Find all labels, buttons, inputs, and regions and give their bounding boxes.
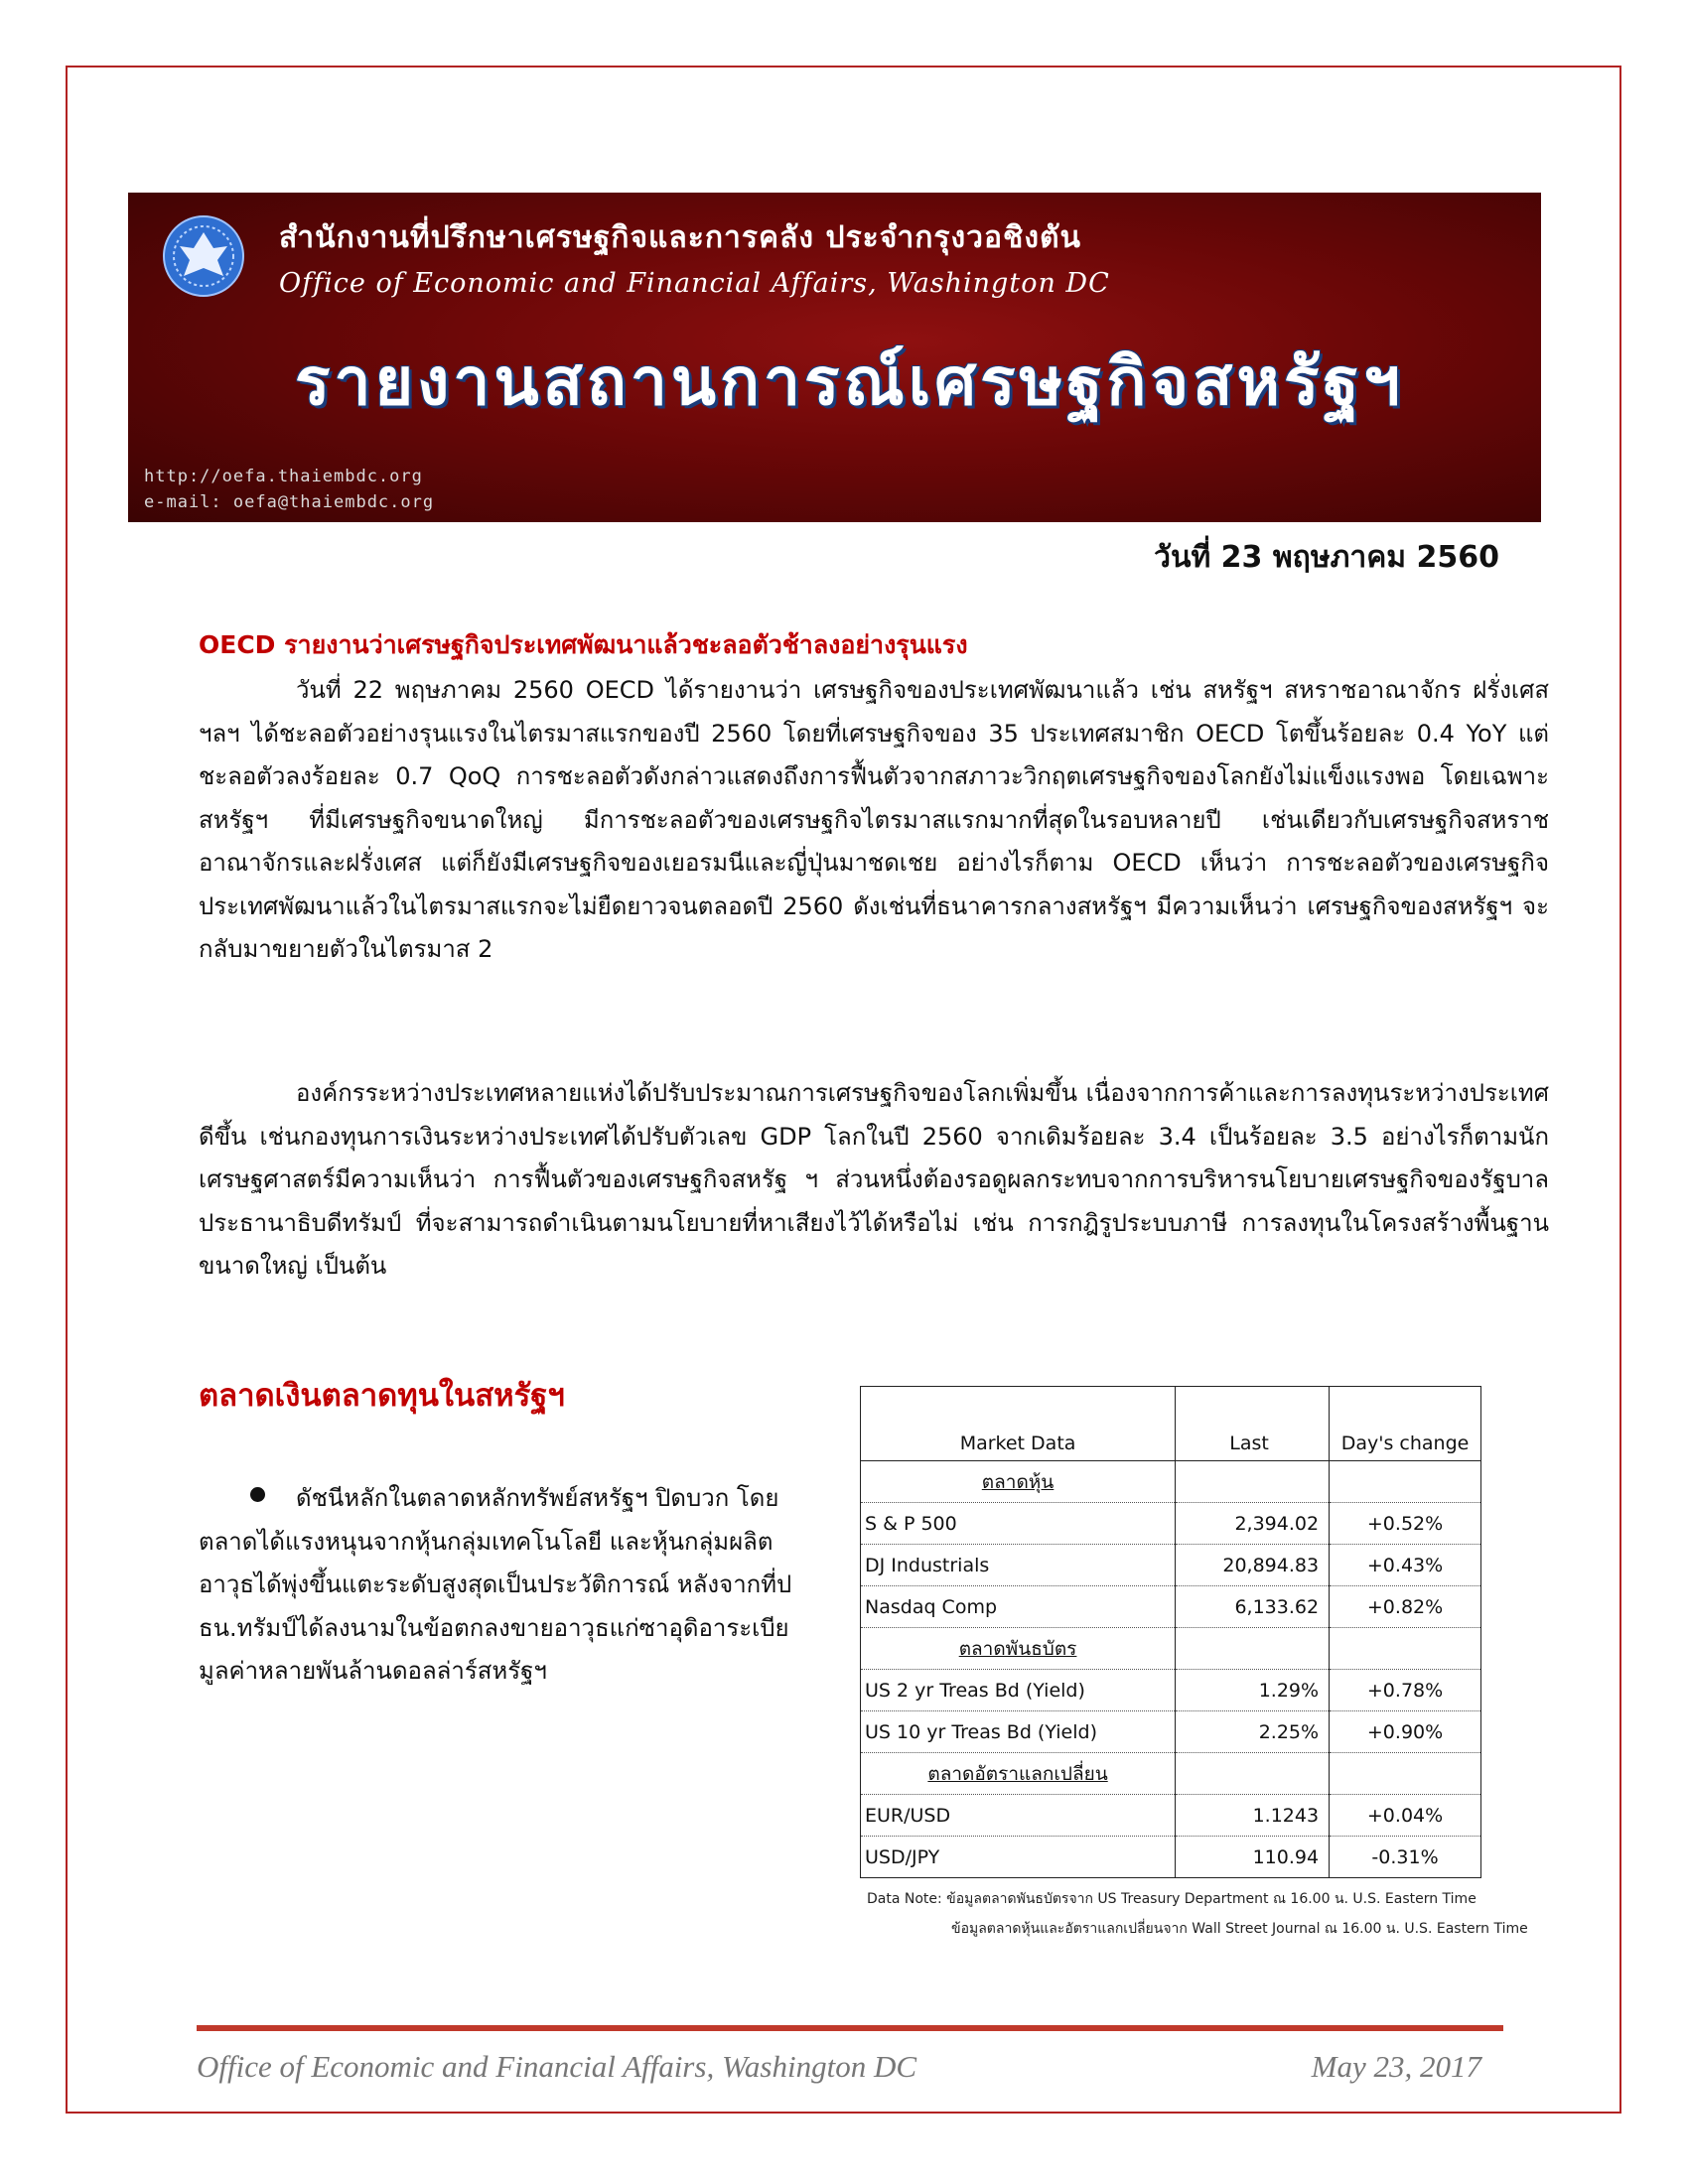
row-name: DJ Industrials bbox=[861, 1545, 1176, 1586]
table-row bbox=[861, 1586, 1481, 1628]
row-last: 20,894.83 bbox=[1176, 1545, 1330, 1586]
header-last: Last bbox=[1176, 1387, 1330, 1461]
row-change: -0.31% bbox=[1330, 1837, 1481, 1878]
row-last: 2,394.02 bbox=[1176, 1503, 1330, 1545]
footer-office: Office of Economic and Financial Affairs, Washington DC bbox=[197, 2049, 917, 2084]
article-paragraph-1 bbox=[199, 669, 1549, 972]
category-row-fx bbox=[861, 1753, 1481, 1795]
category-row-stocks bbox=[861, 1461, 1481, 1503]
table-row bbox=[861, 1837, 1481, 1878]
table-row bbox=[861, 1795, 1481, 1837]
row-last: 6,133.62 bbox=[1176, 1586, 1330, 1628]
row-last: 110.94 bbox=[1176, 1837, 1330, 1878]
article-paragraph-2-text: องค์กรระหว่างประเทศหลายแห่งได้ปรับประมาณการเศรษฐกิจของโลกเพิ่มขึ้น เนื่องจากการค้าและการลงทุนระหว่างประเทศดีขึ้น เช่นกองทุนการเงินระหว่างประเทศได้ปรับตัวเลข GDP โลกในปี 2560 จากเดิมร้อยละ 3.4 เป็นร้อยละ 3.5 อย่างไรก็ตามนักเศรษฐศาสตร์มีความเห็นว่า การฟื้นตัวของเศรษฐกิจสหรัฐ ฯ ส่วนหนึ่งต้องรอดูผลกระทบจากการบริหารนโยบายเศรษฐกิจของรัฐบาลประธานาธิบดีทรัมป์ ที่จะสามารถดำเนินตามนโยบายที่หาเสียงไว้ได้หรือไม่ เช่น การกฎิรูประบบภาษี การลงทุนในโครงสร้างพื้นฐานขนาดใหญ่ เป็นต้น bbox=[199, 1079, 1549, 1280]
contact-email[interactable]: e-mail: oefa@thaiembdc.org bbox=[144, 492, 435, 512]
row-change: +0.43% bbox=[1330, 1545, 1481, 1586]
row-last: 1.1243 bbox=[1176, 1795, 1330, 1837]
report-date: วันที่ 23 พฤษภาคม 2560 bbox=[1154, 540, 1499, 575]
report-title: รายงานสถานการณ์เศรษฐกิจสหรัฐฯ bbox=[295, 343, 1404, 420]
row-last: 1.29% bbox=[1176, 1670, 1330, 1711]
table-row bbox=[861, 1711, 1481, 1753]
row-change: +0.78% bbox=[1330, 1670, 1481, 1711]
table-row bbox=[861, 1545, 1481, 1586]
row-change: +0.52% bbox=[1330, 1503, 1481, 1545]
header-days-change: Day's change bbox=[1330, 1387, 1481, 1461]
market-summary-bullet bbox=[199, 1477, 802, 1694]
row-change: +0.04% bbox=[1330, 1795, 1481, 1837]
header-banner bbox=[128, 193, 1541, 522]
table-row bbox=[861, 1670, 1481, 1711]
row-name: EUR/USD bbox=[861, 1795, 1176, 1837]
article-paragraph-2 bbox=[199, 1072, 1549, 1289]
footer-divider bbox=[197, 2025, 1503, 2031]
row-last: 2.25% bbox=[1176, 1711, 1330, 1753]
category-label: ตลาดอัตราแลกเปลี่ยน bbox=[861, 1753, 1176, 1795]
website-url[interactable]: http://oefa.thaiembdc.org bbox=[144, 467, 423, 486]
row-change: +0.82% bbox=[1330, 1586, 1481, 1628]
data-note-wsj: ข้อมูลตลาดหุ้นและอัตราแลกเปลี่ยนจาก Wall Street Journal ณ 16.00 น. U.S. Eastern Time bbox=[951, 1921, 1528, 1937]
category-row-bonds bbox=[861, 1628, 1481, 1670]
article-heading: OECD รายงานว่าเศรษฐกิจประเทศพัฒนาแล้วชะลอตัวช้าลงอย่างรุนแรง bbox=[199, 630, 968, 659]
row-name: USD/JPY bbox=[861, 1837, 1176, 1878]
article-paragraph-1-text: วันที่ 22 พฤษภาคม 2560 OECD ได้รายงานว่า เศรษฐกิจของประเทศพัฒนาแล้ว เช่น สหรัฐฯ สหราชอาณาจักร ฝรั่งเศส ฯลฯ ได้ชะลอตัวอย่างรุนแรงในไตรมาสแรกของปี 2560 โดยที่เศรษฐกิจของ 35 ประเทศสมาชิก OECD โตขึ้นร้อยละ 0.4 YoY แต่ชะลอตัวลงร้อยละ 0.7 QoQ การชะลอตัวดังกล่าวแสดงถึงการฟื้นตัวจากสภาวะวิกฤตเศรษฐกิจของโลกยังไม่แข็งแรงพอ โดยเฉพาะสหรัฐฯ ที่มีเศรษฐกิจขนาดใหญ่ มีการชะลอตัวของเศรษฐกิจไตรมาสแรกมากที่สุดในรอบหลายปี เช่นเดียวกับเศรษฐกิจสหราชอาณาจักรและฝรั่งเศส แต่ก็ยังมีเศรษฐกิจของเยอรมนีและญี่ปุ่นมาชดเชย อย่างไรก็ตาม OECD เห็นว่า การชะลอตัวของเศรษฐกิจประเทศพัฒนาแล้วในไตรมาสแรกจะไม่ยืดยาวจนตลอดปี 2560 ดังเช่นที่ธนาคารกลางสหรัฐฯ มีความเห็นว่า เศรษฐกิจของสหรัฐฯ จะกลับมาขยายตัวในไตรมาส 2 bbox=[199, 676, 1550, 963]
row-name: S & P 500 bbox=[861, 1503, 1176, 1545]
category-label: ตลาดพันธบัตร bbox=[861, 1628, 1176, 1670]
office-thai-name: สำนักงานที่ปรึกษาเศรษฐกิจและการคลัง ประจำกรุงวอชิงตัน bbox=[279, 220, 1082, 255]
table-header-row bbox=[861, 1387, 1481, 1461]
row-name: US 10 yr Treas Bd (Yield) bbox=[861, 1711, 1176, 1753]
row-name: US 2 yr Treas Bd (Yield) bbox=[861, 1670, 1176, 1711]
category-label: ตลาดหุ้น bbox=[861, 1461, 1176, 1503]
header-market-data: Market Data bbox=[861, 1387, 1176, 1461]
market-section-heading: ตลาดเงินตลาดทุนในสหรัฐฯ bbox=[199, 1378, 565, 1414]
row-change: +0.90% bbox=[1330, 1711, 1481, 1753]
market-summary-text: ดัชนีหลักในตลาดหลักทรัพย์สหรัฐฯ ปิดบวก โดยตลาดได้แรงหนุนจากหุ้นกลุ่มเทคโนโลยี และหุ้นกลุ่มผลิตอาวุธได้พุ่งขึ้นแตะระดับสูงสุดเป็นประวัติการณ์ หลังจากที่ปธน.ทรัมป์ได้ลงนามในข้อตกลงขายอาวุธแก่ซาอุดิอาระเบียมูลค่าหลายพันล้านดอลล่าร์สหรัฐฯ bbox=[199, 1484, 792, 1685]
row-name: Nasdaq Comp bbox=[861, 1586, 1176, 1628]
table-row bbox=[861, 1503, 1481, 1545]
office-english-name: Office of Economic and Financial Affairs, Washington DC bbox=[279, 268, 1110, 299]
footer-date: May 23, 2017 bbox=[1311, 2049, 1481, 2084]
market-data-table bbox=[860, 1386, 1481, 1878]
data-note-treasury: Data Note: ข้อมูลตลาดพันธบัตรจาก US Treasury Department ณ 16.00 น. U.S. Eastern Time bbox=[867, 1891, 1477, 1907]
thai-garuda-emblem-icon bbox=[162, 214, 245, 298]
